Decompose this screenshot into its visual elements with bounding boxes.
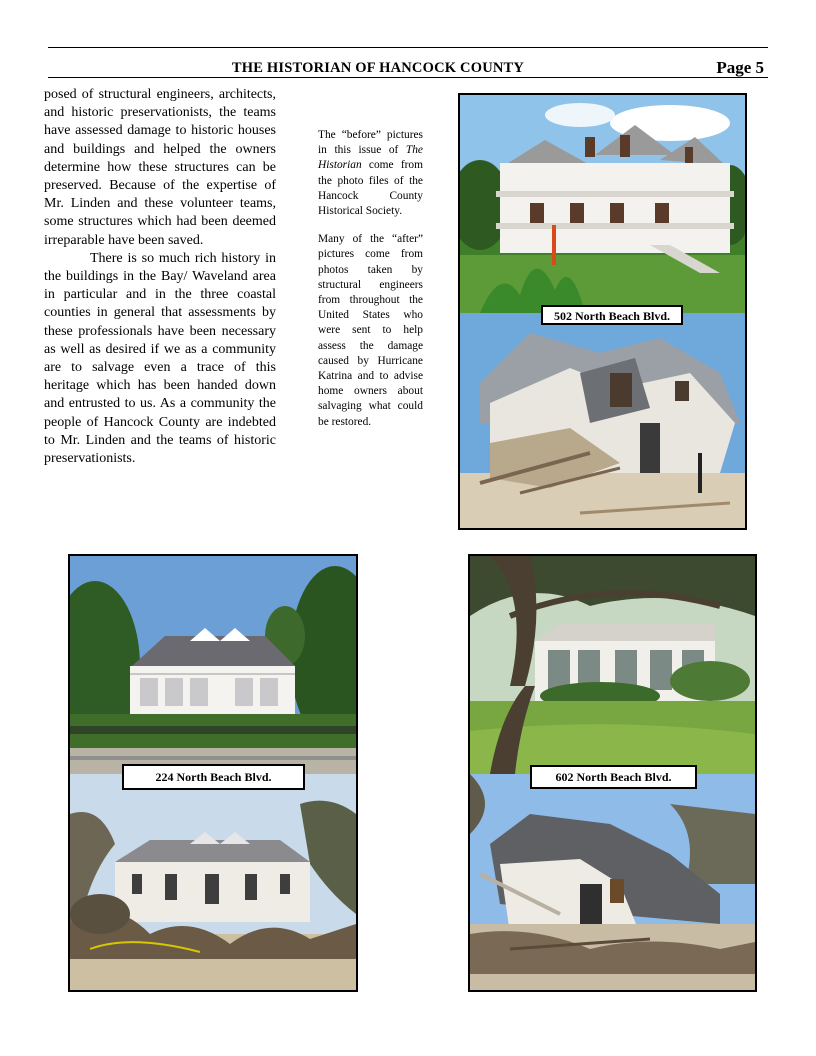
photo-set-224-north-beach — [68, 554, 358, 992]
after-photo-224 — [70, 774, 356, 990]
before-photo-502 — [460, 95, 745, 313]
after-photos-note: Many of the “after” pictures come from photos taken by structural engineers from throughout the United States who were sent to help assess the damage caused by Hurricane Katrina and to advise home owners about salvaging what could be restored. — [318, 233, 423, 428]
header-bottom-rule — [48, 77, 768, 78]
before-photo-224 — [70, 556, 356, 774]
header-top-rule — [48, 47, 768, 48]
before-photo-602 — [470, 556, 755, 774]
photo-set-502-north-beach — [458, 93, 747, 530]
caption-502-north-beach: 502 North Beach Blvd. — [541, 305, 683, 325]
before-photos-note: The “before” pictures in this issue of The Historian come from the photo files of the Hancock County Historical Society. — [318, 129, 423, 218]
photo-credits-note — [318, 128, 423, 443]
newsletter-title: THE HISTORIAN OF HANCOCK COUNTY — [231, 60, 525, 76]
article-column — [44, 86, 276, 468]
caption-224-north-beach: 224 North Beach Blvd. — [122, 764, 305, 790]
after-photo-602 — [470, 774, 755, 990]
after-photo-502 — [460, 313, 745, 528]
article-paragraph-1: posed of structural engineers, architects, and historic preservationists, the teams have assessed damage to historic houses and buildings and helped the owners determine how these structures can be preserved. Because of the expertise of Mr. Linden and these volunteer teams, some structures which had been deemed irreparable have been saved. — [44, 87, 276, 248]
article-paragraph-2: There is so much rich history in the buildings in the Bay/ Waveland area in particular and in the three coastal counties in general that assessments by these professionals have been necessary as well as desired if we as a community are to salvage even a trace of this heritage which has been handed down and entrusted to us. As a community the people of Hancock County are indebted to Mr. Linden and the teams of historic preservationists. — [44, 250, 276, 467]
publication-name: The Historian — [318, 144, 423, 172]
caption-602-north-beach: 602 North Beach Blvd. — [530, 765, 697, 789]
photo-set-602-north-beach — [468, 554, 757, 992]
page-number: Page 5 — [716, 58, 764, 77]
